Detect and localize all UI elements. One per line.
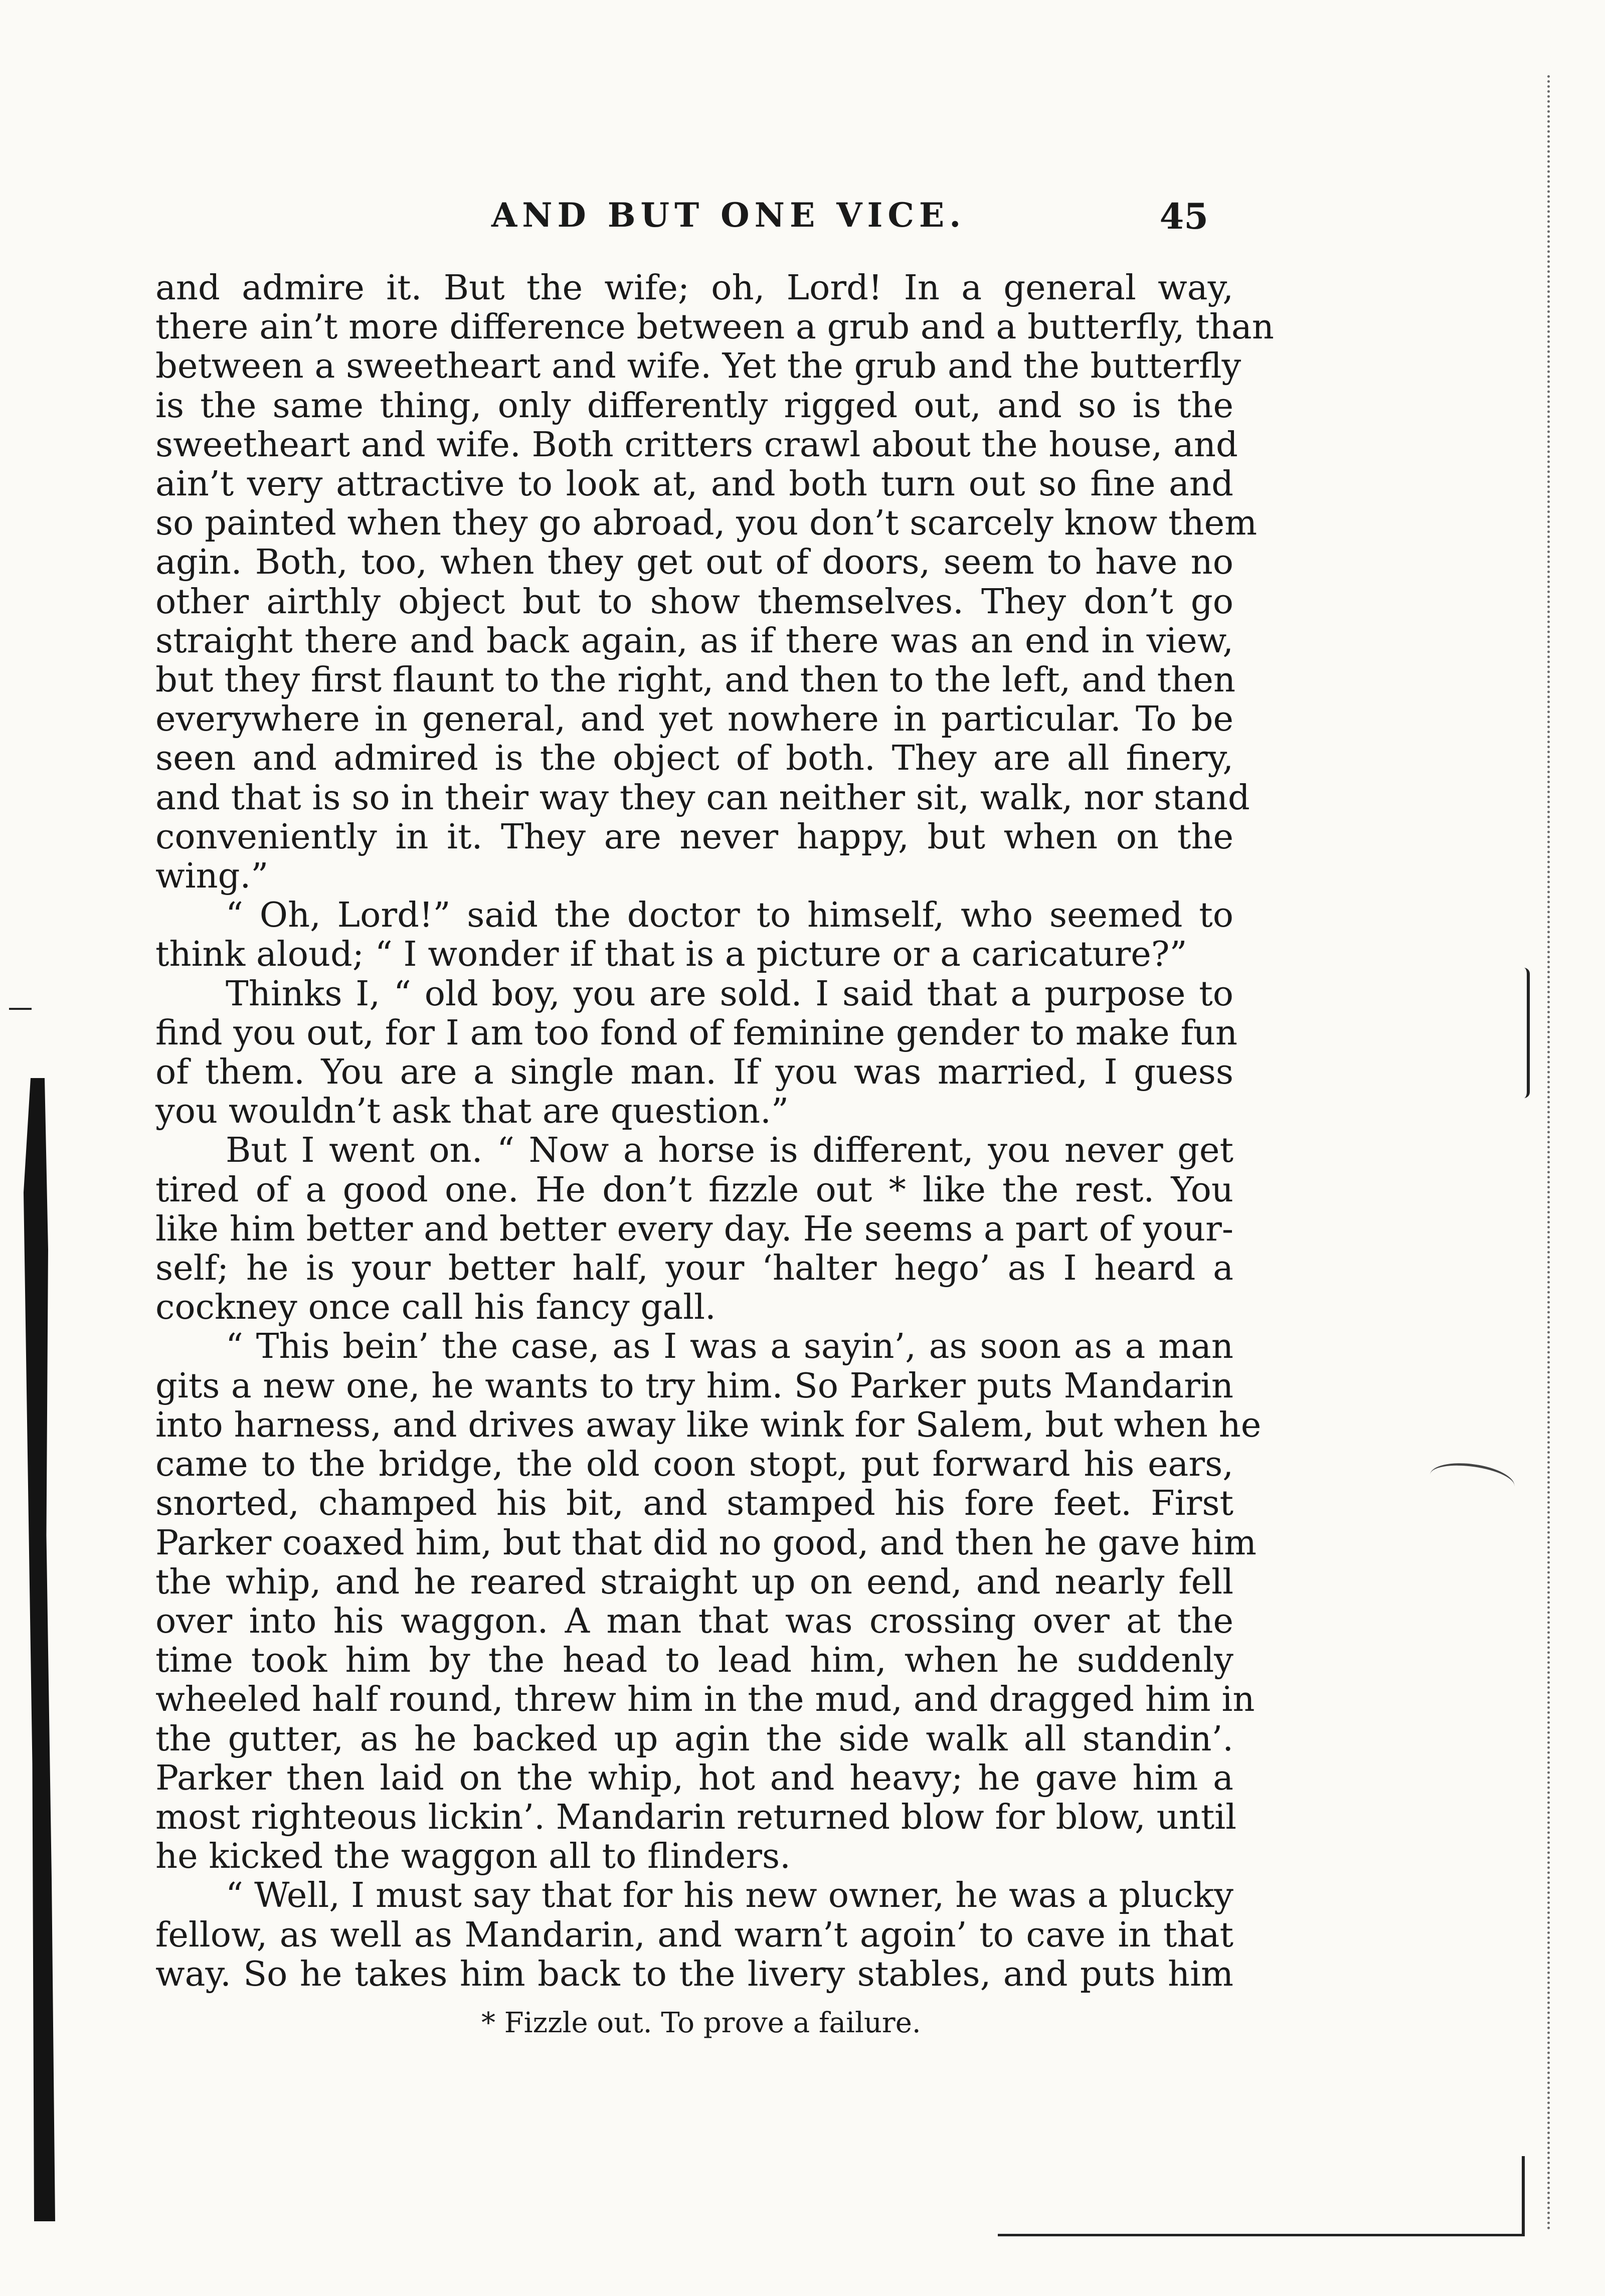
text-line: other airthly object but to show themselves. They don’t go [155,581,1233,622]
scan-edge-right [1542,75,1550,2231]
text-line: “ Oh, Lord!” said the doctor to himself, who seemed to [226,895,1233,936]
text-line: cockney once call his fancy gall. [155,1287,716,1328]
scan-mark [1428,1458,1516,1502]
text-line: there ain’t more difference between a grub and a butterfly, than [155,307,1274,347]
text-line: wheeled half round, threw him in the mud, and dragged him in [155,1679,1255,1720]
text-line: seen and admired is the object of both. They are all finery, [155,738,1233,779]
text-line: conveniently in it. They are never happy, but when on the [155,816,1233,857]
text-line: self; he is your better half, your ‘halter hego’ as I heard a [155,1248,1233,1289]
text-line: over into his waggon. A man that was crossing over at the [155,1601,1233,1641]
text-line: agin. Both, too, when they get out of doors, seem to have no [155,542,1233,583]
text-line: Parker coaxed him, but that did no good, and then he gave him [155,1522,1257,1563]
text-line: most righteous lickin’. Mandarin returned blow for blow, until [155,1797,1237,1837]
text-line: wing.” [155,856,269,897]
page-header [150,196,1208,256]
text-line: think aloud; “ I wonder if that is a picture or a caricature?” [155,934,1187,975]
text-line: into harness, and drives away like wink for Salem, but when he [155,1404,1262,1445]
text-line: gits a new one, he wants to try him. So Parker puts Mandarin [155,1365,1233,1406]
text-line: “ Well, I must say that for his new owner, he was a plucky [226,1875,1233,1916]
text-line: came to the bridge, the old coon stopt, put forward his ears, [155,1444,1233,1485]
text-line: like him better and better every day. He seems a part of your- [155,1208,1233,1249]
text-line: Parker then laid on the whip, hot and heavy; he gave him a [155,1757,1233,1798]
text-line: of them. You are a single man. If you was married, I guess [155,1052,1233,1093]
text-line: and admire it. But the wife; oh, Lord! In a general way, [155,268,1233,308]
scan-shadow-left [20,1078,55,2221]
text-line: “ This bein’ the case, as I was a sayin’, as soon as a man [226,1326,1233,1367]
text-line: so painted when they go abroad, you don’t scarcely know them [155,503,1258,544]
text-line: find you out, for I am too fond of feminine gender to make fun [155,1012,1238,1053]
text-line: but they first flaunt to the right, and then to the left, and then [155,660,1235,700]
footnote: * Fizzle out. To prove a failure. [481,2007,921,2039]
page-number: 45 [1159,196,1208,237]
text-line: and that is so in their way they can neither sit, walk, nor stand [155,777,1250,818]
text-line: he kicked the waggon all to flinders. [155,1836,791,1877]
text-line: you wouldn’t ask that are question.” [155,1091,789,1132]
text-line: But I went on. “ Now a horse is different, you never get [226,1130,1233,1171]
text-line: fellow, as well as Mandarin, and warn’t agoin’ to cave in that [155,1914,1233,1955]
text-line: snorted, champed his bit, and stamped his fore feet. First [155,1483,1233,1524]
text-line: way. So he takes him back to the livery stables, and puts him [155,1954,1233,1994]
scan-mark [9,1008,32,1010]
text-line: straight there and back again, as if there was an end in view, [155,620,1233,661]
text-line: ain’t very attractive to look at, and both turn out so fine and [155,464,1233,504]
scan-mark [1522,968,1530,1098]
text-line: the whip, and he reared straight up on eend, and nearly fell [155,1561,1233,1602]
text-line: is the same thing, only differently rigged out, and so is the [155,385,1233,426]
text-line: Thinks I, “ old boy, you are sold. I said that a purpose to [226,973,1233,1014]
text-line: the gutter, as he backed up agin the side walk all standin’. [155,1718,1233,1759]
text-line: everywhere in general, and yet nowhere in particular. To be [155,699,1233,740]
text-line: sweetheart and wife. Both critters crawl about the house, and [155,424,1238,465]
text-line: between a sweetheart and wife. Yet the grub and the butterfly [155,346,1241,387]
text-line: time took him by the head to lead him, when he suddenly [155,1640,1233,1681]
body-text [155,268,1274,1994]
scan-mark [998,2234,1525,2236]
text-line: tired of a good one. He don’t fizzle out * like the rest. You [155,1169,1233,1210]
scan-mark [1522,2156,1525,2236]
running-head: AND BUT ONE VICE. [491,196,966,235]
